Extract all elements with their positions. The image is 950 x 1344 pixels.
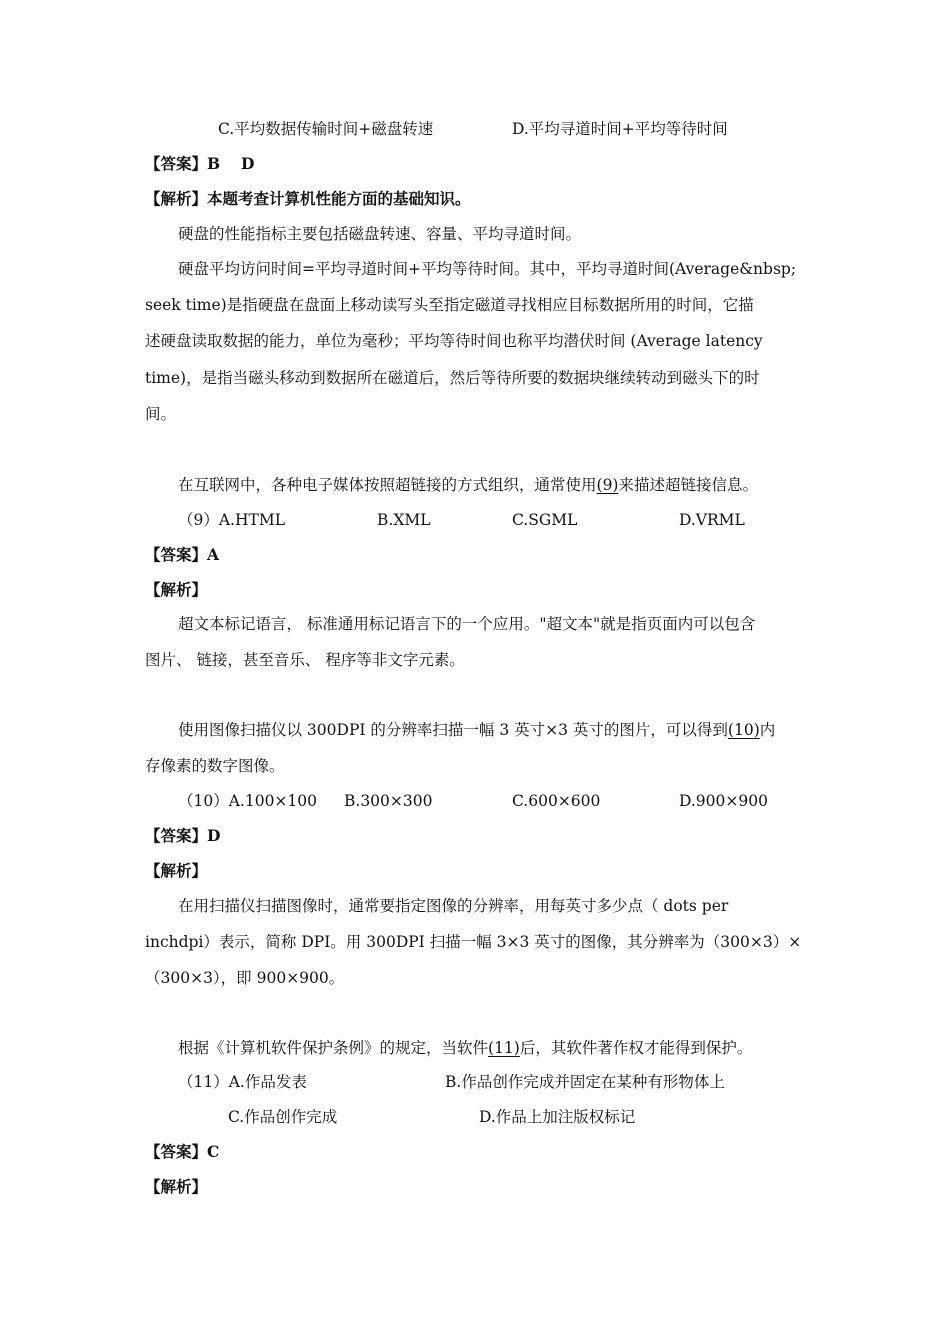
q11-option-b: B.作品创作完成并固定在某种有形物体上: [445, 1073, 725, 1091]
q8-analysis: [145, 189, 471, 209]
analysis-title: 本题考查计算机性能方面的基础知识。: [207, 189, 471, 208]
q8-paragraph-2-line-3: 述硬盘读取数据的能力，单位为毫秒；平均等待时间也称平均潜伏时间 (Average latency: [145, 332, 763, 350]
q10-paragraph-line-3: （300×3），即 900×900。: [145, 969, 345, 987]
q9-analysis-label: 【解析】: [145, 580, 208, 599]
q9-stem-a: 在互联网中，各种电子媒体按照超链接的方式组织，通常使用: [178, 476, 597, 494]
q8-paragraph-2-line-4: time)，是指当磁头移动到数据所在磁道后，然后等待所要的数据块继续转动到磁头下的时: [145, 369, 760, 387]
q8-paragraph-1: 硬盘的性能指标主要包括磁盘转速、容量、平均寻道时间。: [178, 225, 582, 243]
q8-option-c: C.平均数据传输时间+磁盘转速: [218, 120, 434, 138]
answer-value: D: [207, 826, 221, 845]
q9-paragraph-line-2: 图片、 链接，甚至音乐、 程序等非文字元素。: [145, 651, 465, 669]
q11-stem-b: 后，其软件著作权才能得到保护。: [519, 1039, 753, 1057]
q11-answer: [145, 1142, 219, 1162]
q10-stem-a: 使用图像扫描仪以 300DPI 的分辨率扫描一幅 3 英寸×3 英寸的图片，可以得到: [178, 721, 728, 739]
answer-label: 【答案】: [145, 826, 208, 845]
answer-label: 【答案】: [145, 545, 208, 564]
q11-blank: (11): [488, 1039, 520, 1057]
analysis-label: 【解析】: [145, 189, 208, 208]
q10-stem-line-2: 存像素的数字图像。: [145, 757, 285, 775]
q10-analysis-label: 【解析】: [145, 861, 208, 880]
q8-answer: [145, 154, 254, 174]
q9-paragraph-line-1: 超文本标记语言， 标准通用标记语言下的一个应用。"超文本"就是指页面内可以包含: [178, 615, 756, 633]
q9-stem-b: 来描述超链接信息。: [618, 476, 758, 494]
q8-paragraph-2-line-2: seek time)是指硬盘在盘面上移动读写头至指定磁道寻找相应目标数据所用的时间，它描: [145, 296, 754, 314]
q9-answer: [145, 545, 219, 565]
q11-option-a: （11）A.作品发表: [178, 1073, 307, 1091]
q11-option-c: C.作品创作完成: [228, 1108, 338, 1126]
answer-value: B D: [207, 154, 255, 173]
q9-stem: [178, 475, 758, 495]
q10-option-d: D.900×900: [679, 792, 768, 810]
q9-option-d: D.VRML: [679, 511, 745, 529]
q9-option-b: B.XML: [377, 511, 431, 529]
q10-option-a: （10）A.100×100: [178, 792, 318, 810]
q8-paragraph-2-line-5: 间。: [145, 405, 177, 423]
q9-option-c: C.SGML: [512, 511, 578, 529]
q10-paragraph-line-2: inchdpi）表示，简称 DPI。用 300DPI 扫描一幅 3×3 英寸的图像，其分辨率为（300×3）×: [145, 933, 802, 951]
q10-stem-b: 内: [759, 721, 776, 739]
answer-value: C: [207, 1142, 220, 1161]
q11-stem: [178, 1038, 752, 1058]
q11-analysis-label: 【解析】: [145, 1177, 208, 1196]
answer-label: 【答案】: [145, 154, 208, 173]
q11-stem-a: 根据《计算机软件保护条例》的规定，当软件: [178, 1039, 489, 1057]
q10-paragraph-line-1: 在用扫描仪扫描图像时，通常要指定图像的分辨率，用每英寸多少点（ dots per: [178, 897, 729, 915]
q10-option-b: B.300×300: [344, 792, 433, 810]
q9-blank: (9): [596, 476, 619, 494]
answer-label: 【答案】: [145, 1142, 208, 1161]
q10-stem-line-1: [178, 720, 775, 740]
q10-blank: (10): [727, 721, 760, 739]
q9-option-a: （9）A.HTML: [178, 511, 286, 529]
q10-option-c: C.600×600: [512, 792, 601, 810]
q8-option-d: D.平均寻道时间+平均等待时间: [512, 120, 728, 138]
q11-option-d: D.作品上加注版权标记: [479, 1108, 636, 1126]
q10-answer: [145, 826, 220, 846]
q8-paragraph-2-line-1: 硬盘平均访问时间=平均寻道时间+平均等待时间。其中，平均寻道时间(Average&nbsp;: [178, 260, 797, 278]
answer-value: A: [207, 545, 220, 564]
